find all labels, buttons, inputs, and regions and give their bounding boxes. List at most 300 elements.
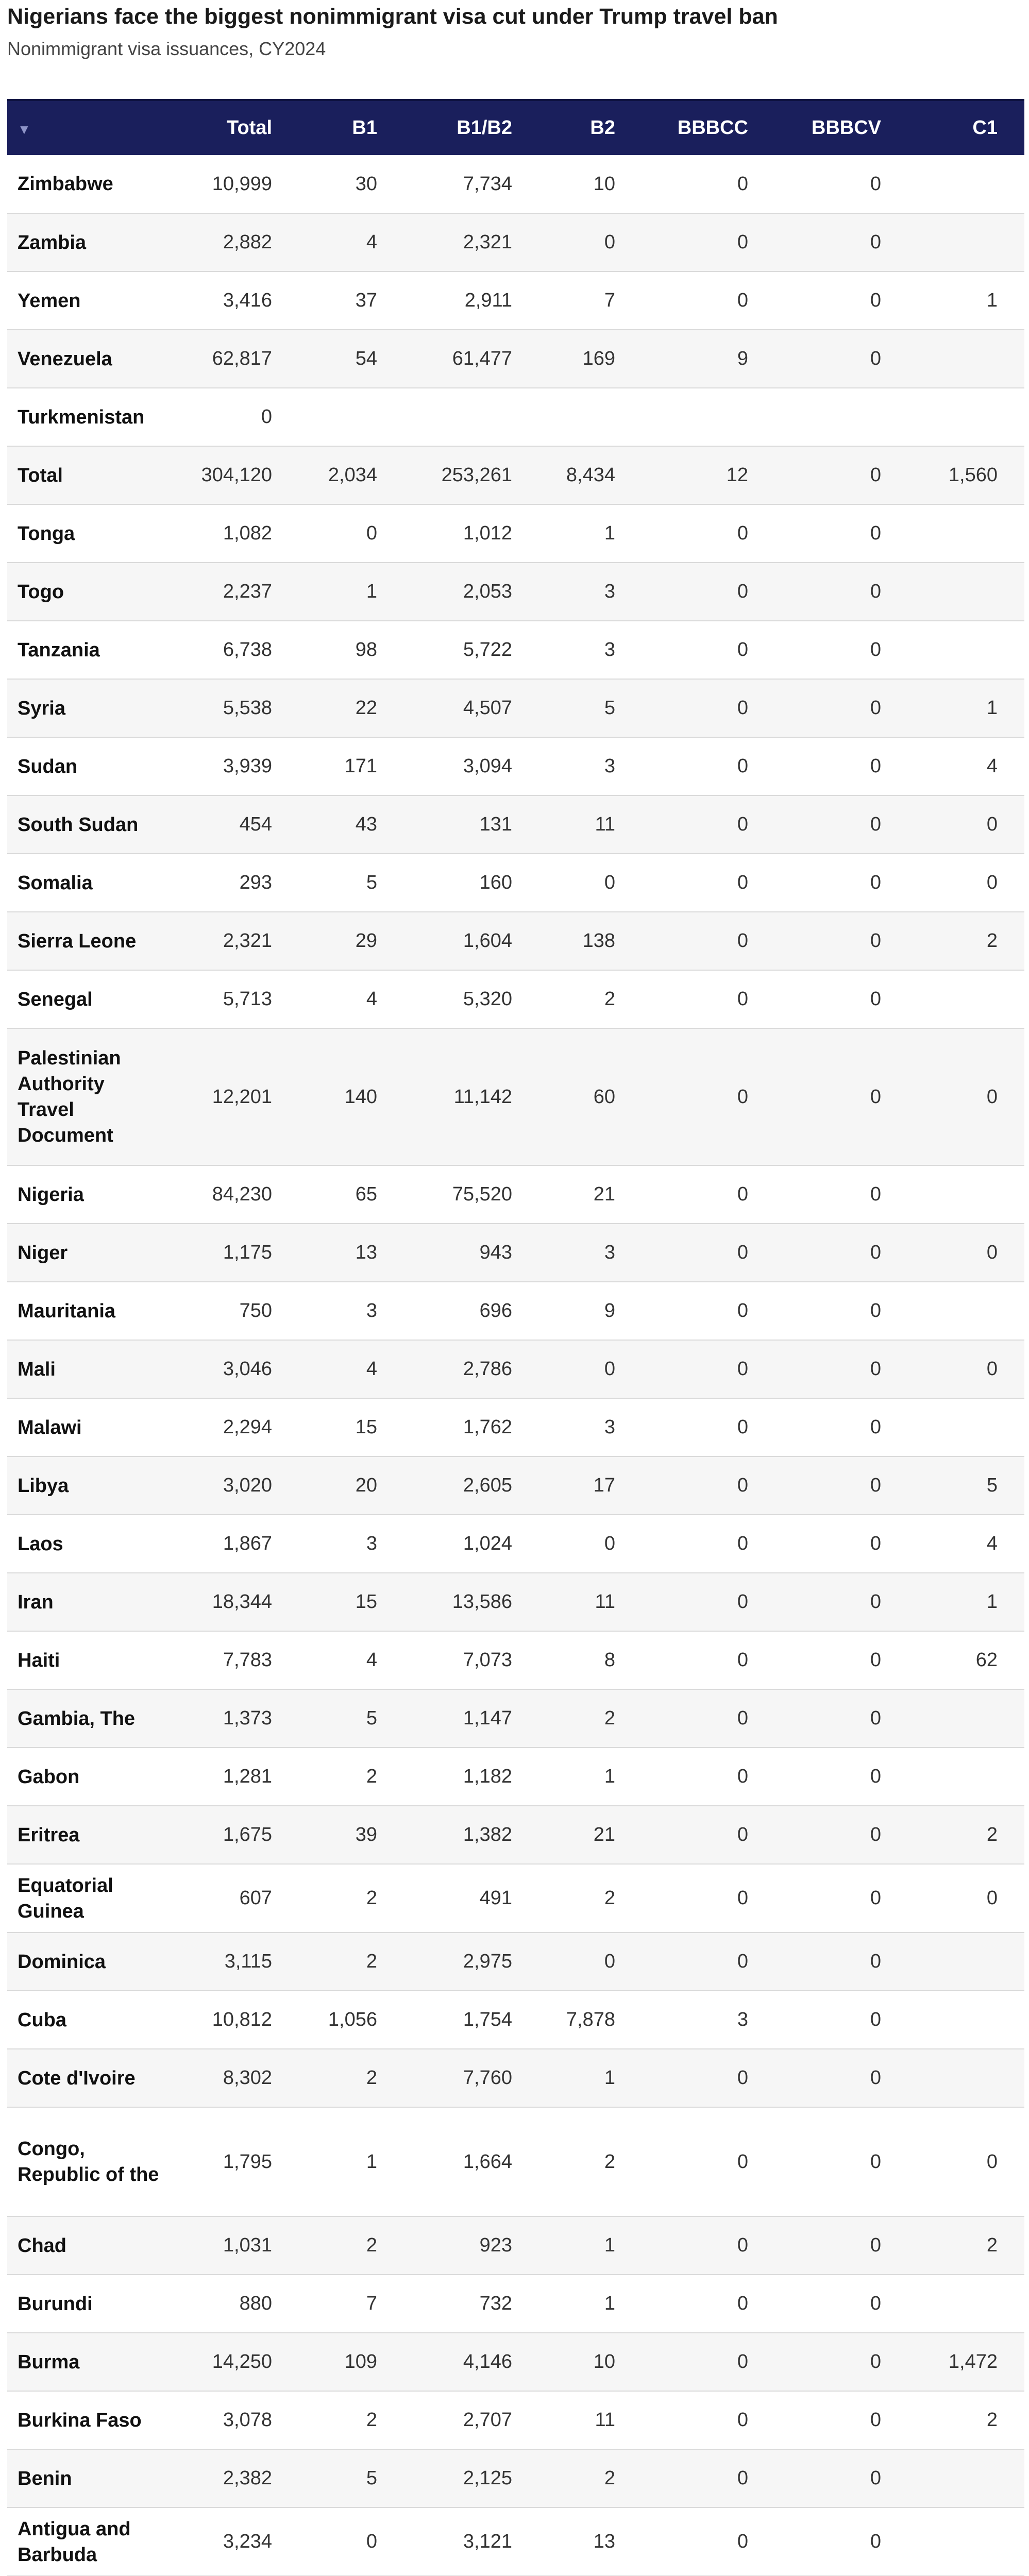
- table-row: [7, 679, 1024, 737]
- table-row: [7, 1028, 1024, 1165]
- table-row: [7, 2333, 1024, 2391]
- cell-b1-b2: 696: [404, 1282, 539, 1340]
- cell-b1-b2: 1,604: [404, 912, 539, 970]
- cell-bbbcc: 0: [642, 2049, 775, 2107]
- cell-total: 10,999: [165, 155, 299, 213]
- table-row: [7, 912, 1024, 970]
- cell-total: 3,046: [165, 1340, 299, 1398]
- cell-total: 1,082: [165, 504, 299, 563]
- cell-bbbcv: 0: [775, 912, 908, 970]
- cell-bbbcv: 0: [775, 795, 908, 854]
- cell-c1: 0: [908, 2107, 1024, 2216]
- cell-bbbcc: 9: [642, 330, 775, 388]
- sort-down-icon[interactable]: ▼: [18, 122, 31, 137]
- cell-c1: 1: [908, 272, 1024, 330]
- table-row: [7, 388, 1024, 446]
- cell-b2: 0: [539, 213, 642, 272]
- table-row: [7, 795, 1024, 854]
- country-cell: Laos: [7, 1515, 165, 1573]
- cell-bbbcv: 0: [775, 2507, 908, 2576]
- cell-b1: 1: [299, 563, 404, 621]
- cell-b1: 43: [299, 795, 404, 854]
- cell-b1-b2: 13,586: [404, 1573, 539, 1631]
- cell-bbbcv: 0: [775, 2333, 908, 2391]
- cell-b2: 0: [539, 1515, 642, 1573]
- table-header-row: [7, 100, 1024, 155]
- cell-c1: [908, 2049, 1024, 2107]
- cell-b1: 1,056: [299, 1991, 404, 2049]
- cell-b1: 2,034: [299, 446, 404, 504]
- cell-total: 3,939: [165, 737, 299, 795]
- country-cell: Chad: [7, 2216, 165, 2275]
- cell-b2: 11: [539, 2391, 642, 2449]
- cell-b1: 3: [299, 1515, 404, 1573]
- cell-bbbcv: 0: [775, 1864, 908, 1933]
- table-row: [7, 1282, 1024, 1340]
- table-body: [7, 155, 1024, 2576]
- country-cell: Cote d'Ivoire: [7, 2049, 165, 2107]
- cell-total: 1,175: [165, 1224, 299, 1282]
- country-cell: Sudan: [7, 737, 165, 795]
- cell-total: 3,020: [165, 1456, 299, 1515]
- table-row: [7, 1806, 1024, 1864]
- cell-b1-b2: 4,507: [404, 679, 539, 737]
- cell-c1: 0: [908, 854, 1024, 912]
- cell-b2: 2: [539, 1864, 642, 1933]
- cell-bbbcc: 0: [642, 1864, 775, 1933]
- cell-bbbcv: 0: [775, 213, 908, 272]
- cell-c1: [908, 1282, 1024, 1340]
- cell-b1-b2: 1,664: [404, 2107, 539, 2216]
- cell-b1: 98: [299, 621, 404, 679]
- cell-b1-b2: 1,754: [404, 1991, 539, 2049]
- cell-b1: 2: [299, 1748, 404, 1806]
- cell-b1: 37: [299, 272, 404, 330]
- cell-total: 1,795: [165, 2107, 299, 2216]
- country-cell: Niger: [7, 1224, 165, 1282]
- table-row: [7, 1165, 1024, 1224]
- cell-bbbcc: 0: [642, 854, 775, 912]
- table-row: [7, 621, 1024, 679]
- table-row: [7, 2449, 1024, 2507]
- cell-bbbcv: 0: [775, 1515, 908, 1573]
- country-cell: Zimbabwe: [7, 155, 165, 213]
- cell-b2: 2: [539, 1689, 642, 1748]
- table-row: [7, 1573, 1024, 1631]
- cell-b2: 1: [539, 2216, 642, 2275]
- table-row: [7, 563, 1024, 621]
- cell-total: 1,373: [165, 1689, 299, 1748]
- cell-b2: 8,434: [539, 446, 642, 504]
- cell-b1-b2: 1,762: [404, 1398, 539, 1456]
- cell-bbbcc: 0: [642, 1224, 775, 1282]
- cell-b1-b2: 923: [404, 2216, 539, 2275]
- visa-table: [7, 99, 1024, 2576]
- cell-total: 293: [165, 854, 299, 912]
- cell-bbbcc: 0: [642, 970, 775, 1028]
- table-row: [7, 737, 1024, 795]
- cell-total: 3,416: [165, 272, 299, 330]
- cell-b1-b2: 7,760: [404, 2049, 539, 2107]
- country-cell: Cuba: [7, 1991, 165, 2049]
- cell-bbbcc: 0: [642, 155, 775, 213]
- country-cell: Mauritania: [7, 1282, 165, 1340]
- cell-b1-b2: 2,605: [404, 1456, 539, 1515]
- cell-bbbcc: 0: [642, 1340, 775, 1398]
- cell-c1: [908, 1748, 1024, 1806]
- cell-b2: 60: [539, 1028, 642, 1165]
- cell-b1: 4: [299, 1340, 404, 1398]
- cell-b1: 2: [299, 1933, 404, 1991]
- table-row: [7, 1689, 1024, 1748]
- page-title: Nigerians face the biggest nonimmigrant visa cut under Trump travel ban: [7, 4, 778, 29]
- cell-b2: 2: [539, 2449, 642, 2507]
- cell-bbbcv: 0: [775, 679, 908, 737]
- cell-bbbcv: 0: [775, 504, 908, 563]
- cell-b2: 2: [539, 970, 642, 1028]
- cell-b1: 109: [299, 2333, 404, 2391]
- table-row: [7, 2107, 1024, 2216]
- cell-bbbcv: 0: [775, 2049, 908, 2107]
- cell-total: 62,817: [165, 330, 299, 388]
- cell-bbbcv: 0: [775, 1689, 908, 1748]
- cell-bbbcc: 0: [642, 1028, 775, 1165]
- cell-total: 5,538: [165, 679, 299, 737]
- cell-b1-b2: 5,722: [404, 621, 539, 679]
- country-cell: Yemen: [7, 272, 165, 330]
- cell-b1-b2: 75,520: [404, 1165, 539, 1224]
- cell-bbbcv: 0: [775, 2275, 908, 2333]
- cell-total: 8,302: [165, 2049, 299, 2107]
- cell-b2: 3: [539, 737, 642, 795]
- cell-bbbcv: 0: [775, 272, 908, 330]
- cell-b1-b2: 2,707: [404, 2391, 539, 2449]
- cell-total: 2,237: [165, 563, 299, 621]
- cell-b1: 5: [299, 1689, 404, 1748]
- cell-b1-b2: 1,182: [404, 1748, 539, 1806]
- cell-b2: 10: [539, 2333, 642, 2391]
- table-row: [7, 2275, 1024, 2333]
- cell-b1: 171: [299, 737, 404, 795]
- cell-c1: [908, 563, 1024, 621]
- cell-total: 10,812: [165, 1991, 299, 2049]
- table-row: [7, 1933, 1024, 1991]
- cell-c1: 4: [908, 1515, 1024, 1573]
- cell-b1: 0: [299, 504, 404, 563]
- cell-b1-b2: 2,911: [404, 272, 539, 330]
- column-header-bbbcc[interactable]: BBBCC: [642, 100, 775, 155]
- table-row: [7, 1864, 1024, 1933]
- country-cell: Venezuela: [7, 330, 165, 388]
- country-cell: Senegal: [7, 970, 165, 1028]
- country-cell: Eritrea: [7, 1806, 165, 1864]
- cell-b1-b2: 5,320: [404, 970, 539, 1028]
- cell-bbbcv: 0: [775, 621, 908, 679]
- column-header-c1[interactable]: C1: [908, 100, 1024, 155]
- cell-c1: [908, 1689, 1024, 1748]
- cell-total: 0: [165, 388, 299, 446]
- country-cell: Somalia: [7, 854, 165, 912]
- cell-c1: 1,472: [908, 2333, 1024, 2391]
- cell-bbbcv: 0: [775, 1573, 908, 1631]
- cell-b2: 1: [539, 1748, 642, 1806]
- cell-b2: 1: [539, 2049, 642, 2107]
- cell-bbbcv: 0: [775, 737, 908, 795]
- table-row: [7, 1456, 1024, 1515]
- cell-b2: 138: [539, 912, 642, 970]
- country-cell: Nigeria: [7, 1165, 165, 1224]
- cell-total: 18,344: [165, 1573, 299, 1631]
- cell-bbbcv: 0: [775, 1165, 908, 1224]
- cell-bbbcc: 0: [642, 1748, 775, 1806]
- cell-total: 5,713: [165, 970, 299, 1028]
- column-header-bbbcv[interactable]: BBBCV: [775, 100, 908, 155]
- cell-b1: 4: [299, 1631, 404, 1689]
- cell-b2: 1: [539, 504, 642, 563]
- cell-total: 2,382: [165, 2449, 299, 2507]
- cell-total: 7,783: [165, 1631, 299, 1689]
- table-row: [7, 330, 1024, 388]
- table-row: [7, 2391, 1024, 2449]
- cell-b2: 0: [539, 1933, 642, 1991]
- cell-bbbcv: 0: [775, 2107, 908, 2216]
- table-row: [7, 2049, 1024, 2107]
- country-cell: Burma: [7, 2333, 165, 2391]
- cell-total: 1,031: [165, 2216, 299, 2275]
- country-cell: Zambia: [7, 213, 165, 272]
- cell-b1-b2: 2,125: [404, 2449, 539, 2507]
- cell-c1: [908, 2275, 1024, 2333]
- cell-b1-b2: 1,382: [404, 1806, 539, 1864]
- cell-bbbcc: 0: [642, 1282, 775, 1340]
- cell-total: 3,115: [165, 1933, 299, 1991]
- cell-total: 6,738: [165, 621, 299, 679]
- cell-c1: 0: [908, 1224, 1024, 1282]
- cell-c1: 1,560: [908, 446, 1024, 504]
- cell-bbbcv: 0: [775, 155, 908, 213]
- cell-bbbcc: 0: [642, 2333, 775, 2391]
- cell-c1: 2: [908, 2391, 1024, 2449]
- country-cell: Equatorial Guinea: [7, 1864, 165, 1933]
- cell-total: 12,201: [165, 1028, 299, 1165]
- table-row: [7, 1748, 1024, 1806]
- cell-bbbcc: 0: [642, 737, 775, 795]
- cell-c1: [908, 155, 1024, 213]
- country-cell: Total: [7, 446, 165, 504]
- cell-b2: 0: [539, 1340, 642, 1398]
- cell-b1-b2: 3,121: [404, 2507, 539, 2576]
- cell-bbbcv: 0: [775, 1631, 908, 1689]
- cell-b1: 15: [299, 1398, 404, 1456]
- cell-c1: 1: [908, 1573, 1024, 1631]
- column-header-b1-b2[interactable]: B1/B2: [404, 100, 539, 155]
- cell-bbbcc: 0: [642, 2507, 775, 2576]
- cell-bbbcc: 0: [642, 1398, 775, 1456]
- cell-b2: 3: [539, 621, 642, 679]
- cell-b1: 54: [299, 330, 404, 388]
- cell-bbbcv: 0: [775, 330, 908, 388]
- cell-c1: 0: [908, 795, 1024, 854]
- cell-b1-b2: 3,094: [404, 737, 539, 795]
- cell-bbbcc: 0: [642, 1933, 775, 1991]
- cell-bbbcc: 0: [642, 621, 775, 679]
- cell-c1: 4: [908, 737, 1024, 795]
- cell-b1: 13: [299, 1224, 404, 1282]
- cell-b1: 15: [299, 1573, 404, 1631]
- cell-bbbcc: 0: [642, 679, 775, 737]
- cell-total: 1,281: [165, 1748, 299, 1806]
- cell-b2: 1: [539, 2275, 642, 2333]
- cell-bbbcv: 0: [775, 1991, 908, 2049]
- cell-bbbcc: 0: [642, 2391, 775, 2449]
- cell-bbbcv: 0: [775, 1282, 908, 1340]
- cell-bbbcc: 0: [642, 1515, 775, 1573]
- country-cell: Sierra Leone: [7, 912, 165, 970]
- country-cell: Congo, Republic of the: [7, 2107, 165, 2216]
- column-header-b1[interactable]: B1: [299, 100, 404, 155]
- cell-c1: 62: [908, 1631, 1024, 1689]
- country-cell: Gambia, The: [7, 1689, 165, 1748]
- cell-bbbcv: 0: [775, 970, 908, 1028]
- cell-bbbcv: 0: [775, 2391, 908, 2449]
- cell-b2: 21: [539, 1165, 642, 1224]
- cell-b2: 169: [539, 330, 642, 388]
- table-row: [7, 1515, 1024, 1573]
- country-cell: Malawi: [7, 1398, 165, 1456]
- cell-b1-b2: 61,477: [404, 330, 539, 388]
- cell-b1-b2: 11,142: [404, 1028, 539, 1165]
- cell-bbbcv: 0: [775, 2449, 908, 2507]
- cell-b2: 9: [539, 1282, 642, 1340]
- cell-bbbcc: 0: [642, 795, 775, 854]
- cell-b2: 7,878: [539, 1991, 642, 2049]
- cell-c1: [908, 213, 1024, 272]
- cell-total: 1,675: [165, 1806, 299, 1864]
- cell-b1: 5: [299, 2449, 404, 2507]
- cell-b2: 11: [539, 795, 642, 854]
- cell-bbbcc: 0: [642, 1165, 775, 1224]
- table-row: [7, 970, 1024, 1028]
- cell-bbbcv: 0: [775, 1224, 908, 1282]
- cell-bbbcv: [775, 388, 908, 446]
- country-cell: Benin: [7, 2449, 165, 2507]
- country-cell: Mali: [7, 1340, 165, 1398]
- table-row: [7, 2216, 1024, 2275]
- cell-bbbcv: 0: [775, 446, 908, 504]
- country-cell: South Sudan: [7, 795, 165, 854]
- cell-b2: 13: [539, 2507, 642, 2576]
- table-row: [7, 2507, 1024, 2576]
- cell-bbbcv: 0: [775, 1340, 908, 1398]
- cell-b1: 4: [299, 970, 404, 1028]
- cell-total: 2,294: [165, 1398, 299, 1456]
- cell-c1: [908, 1933, 1024, 1991]
- cell-b2: 0: [539, 854, 642, 912]
- cell-b1-b2: 2,786: [404, 1340, 539, 1398]
- table-row: [7, 155, 1024, 213]
- cell-c1: 0: [908, 1864, 1024, 1933]
- country-cell: Palestinian Authority Travel Document: [7, 1028, 165, 1165]
- cell-c1: [908, 1991, 1024, 2049]
- cell-b1-b2: 2,975: [404, 1933, 539, 1991]
- cell-total: 14,250: [165, 2333, 299, 2391]
- cell-b2: 17: [539, 1456, 642, 1515]
- cell-total: 2,321: [165, 912, 299, 970]
- cell-c1: [908, 2449, 1024, 2507]
- cell-bbbcc: 0: [642, 1456, 775, 1515]
- cell-b2: 2: [539, 2107, 642, 2216]
- cell-total: 1,867: [165, 1515, 299, 1573]
- cell-b2: 11: [539, 1573, 642, 1631]
- cell-b1-b2: 491: [404, 1864, 539, 1933]
- cell-c1: [908, 970, 1024, 1028]
- column-header-total[interactable]: Total: [165, 100, 299, 155]
- cell-bbbcc: 0: [642, 272, 775, 330]
- cell-b2: 21: [539, 1806, 642, 1864]
- cell-c1: 0: [908, 1028, 1024, 1165]
- column-header-country[interactable]: [7, 100, 165, 155]
- cell-bbbcc: 0: [642, 912, 775, 970]
- cell-b1: 5: [299, 854, 404, 912]
- cell-b1-b2: 2,321: [404, 213, 539, 272]
- cell-b2: 3: [539, 563, 642, 621]
- cell-c1: 5: [908, 1456, 1024, 1515]
- cell-b2: 3: [539, 1398, 642, 1456]
- cell-bbbcv: 0: [775, 1028, 908, 1165]
- cell-b1-b2: 253,261: [404, 446, 539, 504]
- country-cell: Burkina Faso: [7, 2391, 165, 2449]
- cell-total: 3,234: [165, 2507, 299, 2576]
- page-subtitle: Nonimmigrant visa issuances, CY2024: [7, 38, 326, 59]
- cell-b1-b2: [404, 388, 539, 446]
- cell-c1: [908, 2507, 1024, 2576]
- cell-b2: 5: [539, 679, 642, 737]
- country-cell: Haiti: [7, 1631, 165, 1689]
- table-row: [7, 213, 1024, 272]
- cell-c1: [908, 1398, 1024, 1456]
- cell-b1: 2: [299, 1864, 404, 1933]
- cell-b2: 8: [539, 1631, 642, 1689]
- column-header-b2[interactable]: B2: [539, 100, 642, 155]
- cell-c1: 1: [908, 679, 1024, 737]
- cell-b1: 39: [299, 1806, 404, 1864]
- cell-bbbcc: 0: [642, 2107, 775, 2216]
- cell-b1: [299, 388, 404, 446]
- cell-b1: 65: [299, 1165, 404, 1224]
- cell-bbbcc: 12: [642, 446, 775, 504]
- cell-b1-b2: 160: [404, 854, 539, 912]
- cell-bbbcv: 0: [775, 563, 908, 621]
- cell-b1-b2: 732: [404, 2275, 539, 2333]
- table-row: [7, 854, 1024, 912]
- country-cell: Dominica: [7, 1933, 165, 1991]
- table-row: [7, 446, 1024, 504]
- cell-c1: 2: [908, 2216, 1024, 2275]
- cell-bbbcv: 0: [775, 1933, 908, 1991]
- cell-b1-b2: 943: [404, 1224, 539, 1282]
- cell-bbbcc: 0: [642, 1631, 775, 1689]
- cell-b1-b2: 1,024: [404, 1515, 539, 1573]
- country-cell: Togo: [7, 563, 165, 621]
- cell-c1: 0: [908, 1340, 1024, 1398]
- cell-b2: [539, 388, 642, 446]
- table-row: [7, 1631, 1024, 1689]
- cell-bbbcc: 0: [642, 1689, 775, 1748]
- cell-bbbcv: 0: [775, 1806, 908, 1864]
- country-cell: Gabon: [7, 1748, 165, 1806]
- cell-bbbcv: 0: [775, 2216, 908, 2275]
- cell-c1: [908, 1165, 1024, 1224]
